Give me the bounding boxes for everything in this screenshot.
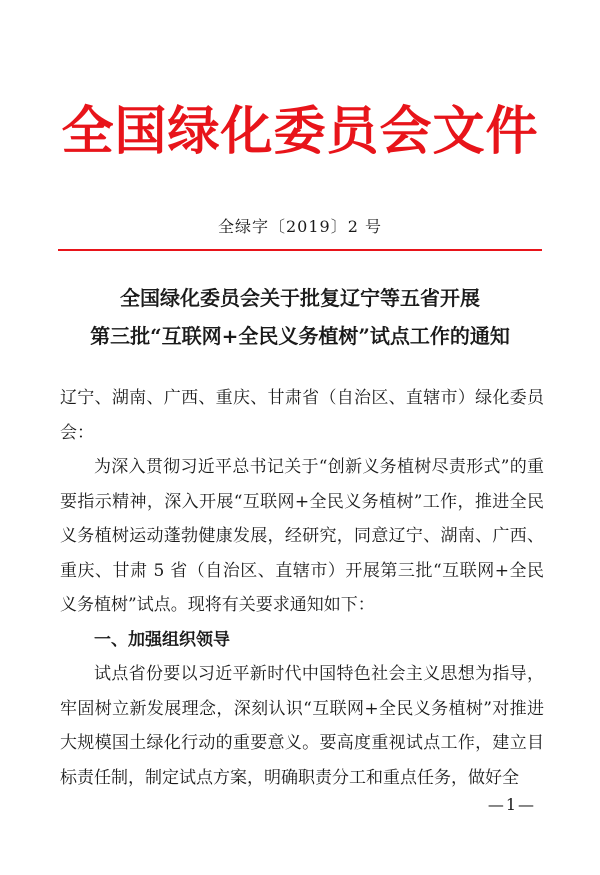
section-heading-1: 一、加强组织领导 bbox=[94, 629, 230, 650]
document-body bbox=[60, 381, 544, 795]
document-title-line-1: 全国绿化委员会关于批复辽宁等五省开展 bbox=[120, 286, 480, 310]
salutation: 辽宁、湖南、广西、重庆、甘肃省（自治区、直辖市）绿化委员会： bbox=[60, 388, 544, 443]
document-masthead: 全国绿化委员会文件 bbox=[61, 102, 539, 162]
document-title-line-2: 第三批“互联网+全民义务植树”试点工作的通知 bbox=[90, 324, 510, 348]
page-number: —1— bbox=[487, 795, 536, 814]
red-divider-line bbox=[58, 249, 542, 251]
document-number: 全绿字〔2019〕2 号 bbox=[218, 217, 382, 236]
paragraph-section-1: 试点省份要以习近平新时代中国特色社会主义思想为指导，牢固树立新发展理念，深刻认识“互联网+全民义务植树”对推进大规模国土绿化行动的重要意义。要高度重视试点工作，建立目标责任制，制定试点方案，明确职责分工和重点任务，做好全 bbox=[60, 664, 544, 788]
paragraph-intro: 为深入贯彻习近平总书记关于“创新义务植树尽责形式”的重要指示精神，深入开展“互联网+全民义务植树”工作，推进全民义务植树运动蓬勃健康发展，经研究，同意辽宁、湖南、广西、重庆、甘肃 5 省（自治区、直辖市）开展第三批“互联网+全民义务植树”试点。现将有关要求通知如下： bbox=[60, 457, 544, 615]
